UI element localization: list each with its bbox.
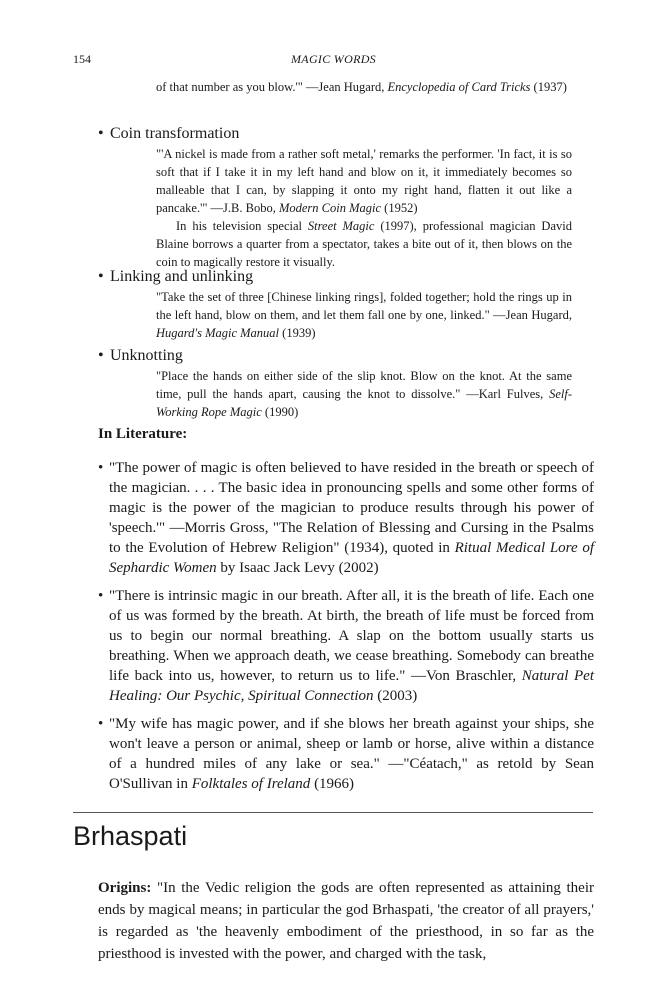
literature-text [98,458,594,578]
quote-text: "My wife has magic power, and if she blows her breath against your ships, she won't leave a person or animal, sheep or lamb or horse, alive within a distance of a hundred miles of any lake or sea." —"Céatach," as retold by Sean O'Sullivan in [109,716,594,792]
source-tail: by Isaac Jack Levy (2002) [216,560,379,576]
bullet-body-unknotting [156,367,572,421]
bullet-icon: • [98,460,104,476]
bullet-icon: • [98,347,104,364]
bullet-icon: • [98,588,104,604]
quote-text: of that number as you blow.'" —Jean Hugard, [156,80,388,94]
bullet-body-linking [156,288,572,342]
section-title: Brhaspati [73,821,188,851]
literature-text [98,586,594,706]
quote-paragraph [156,288,572,342]
source-year: (1939) [279,326,316,340]
literature-heading: In Literature: [98,426,188,442]
bullet-icon: • [98,716,104,732]
quote-text: "Take the set of three [Chinese linking rings], folded together; hold the rings up in the left hand, blow on them, and let them fall one by one, linked." —Jean Hugard, [156,290,572,322]
running-title: MAGIC WORDS [291,52,376,66]
quote-paragraph [156,145,572,217]
literature-text [98,714,594,794]
bullet-heading-linking [98,267,253,287]
source-title: Natural Pet Healing: Our Psychic, Spiritual Connection [109,668,594,704]
source-year: (1937) [530,80,567,94]
quote-text: "The power of magic is often believed to have resided in the breath or speech of the magician. . . . The basic idea in pronouncing spells and some other forms of magic is the power of the magician to produce results through his power of 'speech.'" —Morris Gross, "The Relation of Blessing and Cursing in the Psalms to the Evolution of Hebrew Religion" (1934), quoted in [109,460,594,556]
literature-item [98,714,594,794]
quote-text: In his television special [176,219,308,233]
source-tail: (1966) [310,776,355,792]
bullet-label: Coin transformation [110,125,240,142]
source-title: Ritual Medical Lore of Sephardic Women [109,540,594,576]
bullet-icon: • [98,125,104,142]
source-year: (1997), professional magician David Blaine borrows a quarter from a spectator, takes a bite out of it, then blows on the coin to magically restore it visually. [156,219,572,269]
continued-quote [156,78,572,96]
origins-label: Origins: [98,880,152,896]
bullet-heading-coin-transformation [98,124,239,144]
source-title: Hugard's Magic Manual [156,326,280,340]
source-title: Encyclopedia of Card Tricks [387,80,531,94]
page-header [0,52,667,70]
source-title: Folktales of Ireland [191,776,311,792]
origins-text: "In the Vedic religion the gods are often represented as attaining their ends by magical means; in particular the god Brhaspati, 'the creator of all prayers,' is regarded as 'the heavenly embodiment of the priesthood, in so far as the priesthood is invested with the power, and charged with the task, [98,880,594,962]
page-number: 154 [73,52,91,66]
quote-paragraph [156,217,572,271]
bullet-body-coin-transformation [156,145,572,271]
quote-paragraph [156,367,572,421]
bullet-icon: • [98,268,104,285]
origins-paragraph [98,877,594,965]
bullet-label: Linking and unlinking [110,268,254,285]
section-divider [73,812,593,813]
quote-text: "Place the hands on either side of the slip knot. Blow on the knot. At the same time, pull the hands apart, causing the knot to dissolve." —Karl Fulves, [156,369,572,401]
literature-item [98,586,594,706]
quote-text: "'A nickel is made from a rather soft metal,' remarks the performer. 'In fact, it is so soft that if I take it in my left hand and blow on it, it immediately becomes so malleable that I can, by slapping it onto my right hand, flatten it out like a pancake.'" —J.B. Bobo, [156,147,572,215]
source-title: Self-Working Rope Magic [156,387,572,419]
literature-item [98,458,594,578]
bullet-heading-unknotting [98,346,183,366]
source-year: (1990) [261,405,299,419]
source-title: Street Magic [307,219,375,233]
source-tail: (2003) [373,688,418,704]
source-year: (1952) [381,201,418,215]
bullet-label: Unknotting [110,347,183,364]
quote-text: "There is intrinsic magic in our breath. After all, it is the breath of life. Each one of us was formed by the breath. At birth, the breath of life must be forced from us to begin our normal breathing. A slap on the bottom usually starts us breathing. When we approach death, we cease breathing. Somebody can breathe life back into us, however, to return us to life." —Von Braschler, [109,588,594,684]
source-title: Modern Coin Magic [278,201,382,215]
